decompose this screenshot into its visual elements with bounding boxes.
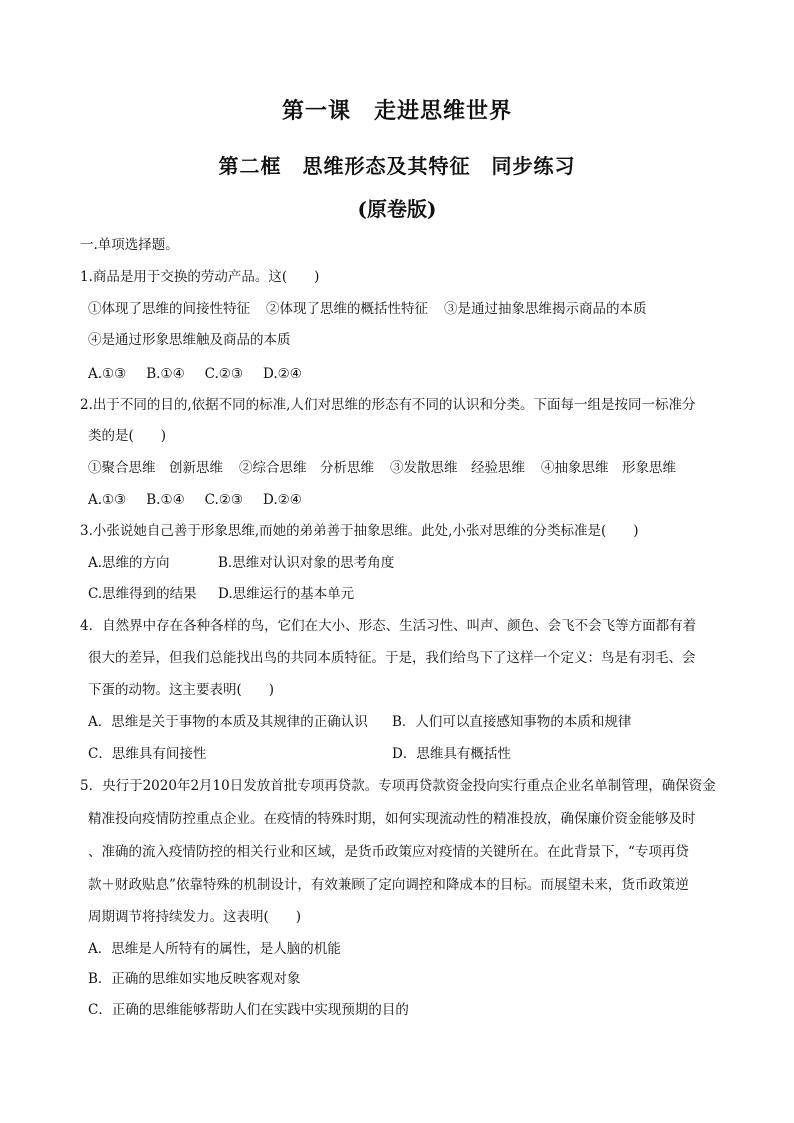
q4-option-d[interactable]: D．思维具有概括性: [392, 746, 511, 762]
q5-option-a[interactable]: A．思维是人所特有的属性，是人脑的机能: [88, 941, 341, 957]
q2-options: [88, 491, 302, 509]
q5-stem-line4: 款＋财政贴息”依靠特殊的机制设计，有效兼顾了定向调控和降成本的目标。而展望未来，货币政策逆: [88, 877, 689, 893]
q2-option-d[interactable]: D.②④: [263, 492, 302, 508]
q4-option-c[interactable]: C．思维具有间接性: [88, 746, 207, 762]
q1-statement-3: ③是通过抽象思维揭示商品的本质: [444, 301, 647, 317]
q5-stem-line3: 、准确的流入疫情防控的相关行业和区域，是货币政策应对疫情的关键所在。在此背景下，“专项再贷: [88, 844, 689, 860]
lesson-title: 第一课 走进思维世界: [281, 98, 512, 124]
q2-option-b[interactable]: B.①④: [146, 492, 185, 508]
q3-option-b[interactable]: B.思维对认识对象的思考角度: [218, 555, 395, 571]
q2-option-c[interactable]: C.②③: [204, 492, 244, 508]
q2-group-2: ②综合思维 分析思维: [239, 460, 374, 476]
q1-option-d[interactable]: D.②④: [263, 366, 302, 382]
q1-stem: 1.商品是用于交换的劳动产品。这( ): [80, 269, 320, 285]
section-title: 第二框 思维形态及其特征 同步练习: [218, 154, 576, 178]
q3-option-a[interactable]: A.思维的方向: [88, 555, 170, 571]
q4-stem-line1: 4．自然界中存在各种各样的鸟，它们在大小、形态、生活习性、叫声、颜色、会飞不会飞等方面都有着: [80, 618, 697, 634]
q5-stem-line2: 精准投向疫情防控重点企业。在疫情的特殊时期，如何实现流动性的精准投放，确保廉价资金能够及时: [88, 811, 696, 827]
q2-group-3: ③发散思维 经验思维: [390, 460, 525, 476]
q2-groups: [88, 459, 676, 477]
q4-option-b[interactable]: B．人们可以直接感知事物的本质和规律: [392, 714, 632, 730]
q1-option-a[interactable]: A.①③: [88, 366, 127, 382]
q5-stem-line1: 5．央行于2020年2月10日发放首批专项再贷款。专项再贷款资金投向实行重点企业名单制管理，确保资金: [80, 778, 716, 794]
q1-option-b[interactable]: B.①④: [146, 366, 185, 382]
q4-stem-line3: 下蛋的动物。这主要表明( ): [88, 682, 275, 698]
q3-option-d[interactable]: D.思维运行的基本单元: [218, 586, 355, 602]
q3-stem: 3.小张说她自己善于形象思维,而她的弟弟善于抽象思维。此处,小张对思维的分类标准是( ): [80, 523, 639, 539]
q1-statements-row1: [88, 300, 647, 318]
section-label: 一.单项选择题。: [80, 237, 179, 253]
q3-option-c[interactable]: C.思维得到的结果: [88, 586, 197, 602]
q1-statement-2: ②体现了思维的概括性特征: [266, 301, 428, 317]
q4-stem-line2: 很大的差异，但我们总能找出鸟的共同本质特征。于是，我们给鸟下了这样一个定义：鸟是有羽毛、会: [88, 650, 696, 666]
q4-option-a[interactable]: A．思维是关于事物的本质及其规律的正确认识: [88, 714, 368, 730]
q5-stem-line5: 周期调节将持续发力。这表明( ): [88, 909, 302, 925]
q5-option-c[interactable]: C．正确的思维能够帮助人们在实践中实现预期的目的: [88, 1002, 409, 1018]
q2-group-4: ④抽象思维 形象思维: [541, 460, 676, 476]
q2-group-1: ①聚合思维 创新思维: [88, 460, 223, 476]
q1-statement-4: ④是通过形象思维触及商品的本质: [88, 332, 291, 348]
q2-stem-line2: 类的是( ): [88, 428, 167, 444]
q2-stem-line1: 2.出于不同的目的,依据不同的标准,人们对思维的形态有不同的认识和分类。下面每一组是按同一标准分: [80, 397, 696, 413]
q1-statement-1: ①体现了思维的间接性特征: [88, 301, 250, 317]
q2-option-a[interactable]: A.①③: [88, 492, 127, 508]
q1-option-c[interactable]: C.②③: [204, 366, 244, 382]
q5-option-b[interactable]: B．正确的思维如实地反映客观对象: [88, 971, 301, 987]
q1-options: [88, 365, 302, 383]
version-label: (原卷版): [357, 197, 437, 221]
